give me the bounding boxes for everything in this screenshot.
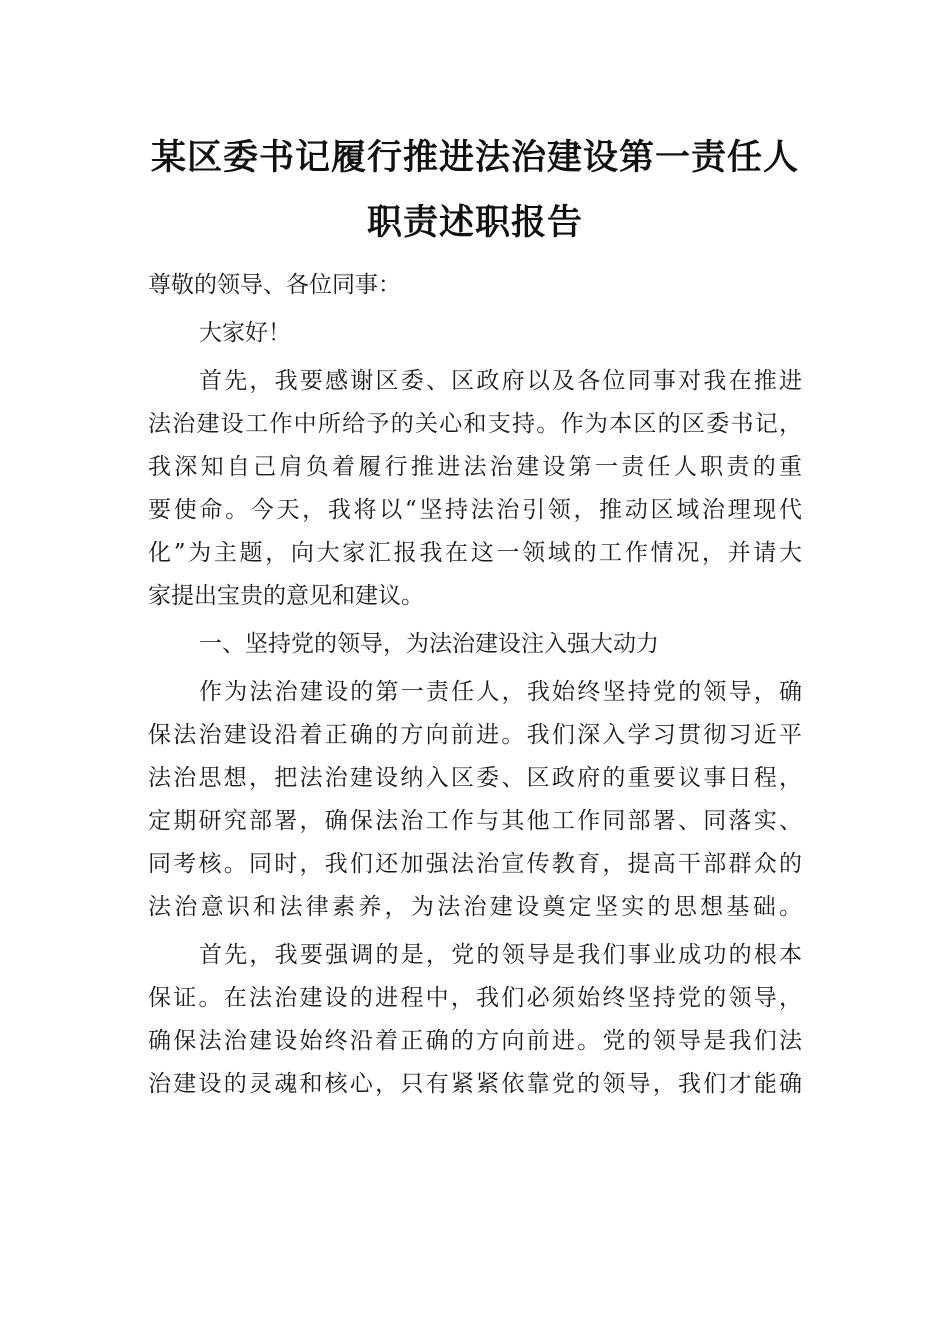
paragraph-2-line: 定期研究部署，确保法治工作与其他工作同部署、同落实、 xyxy=(148,808,802,834)
document-title-line-2: 职责述职报告 xyxy=(366,203,583,243)
paragraph-2-line: 法治思想，把法治建设纳入区委、区政府的重要议事日程， xyxy=(148,765,802,791)
salutation: 尊敬的领导、各位同事： xyxy=(148,272,401,298)
paragraph-3-line: 治建设的灵魂和核心，只有紧紧依靠党的领导，我们才能确 xyxy=(148,1071,802,1097)
paragraph-3-line: 保证。在法治建设的进程中，我们必须始终坚持党的领导， xyxy=(148,985,802,1011)
paragraph-1-line: 家提出宝贵的意见和建议。 xyxy=(148,583,424,609)
paragraph-1-line: 首先，我要感谢区委、区政府以及各位同事对我在推进 xyxy=(199,368,802,394)
paragraph-3-line: 确保法治建设始终沿着正确的方向前进。党的领导是我们法 xyxy=(148,1028,802,1054)
document-title-line-1: 某区委书记履行推进法治建设第一责任人 xyxy=(150,138,799,178)
paragraph-2-line: 法治意识和法律素养，为法治建设奠定坚实的思想基础。 xyxy=(148,894,802,920)
paragraph-1-line: 法治建设工作中所给予的关心和支持。作为本区的区委书记， xyxy=(148,411,802,437)
paragraph-2-line: 保法治建设沿着正确的方向前进。我们深入学习贯彻习近平 xyxy=(148,722,802,748)
paragraph-2-line: 作为法治建设的第一责任人，我始终坚持党的领导，确 xyxy=(199,679,802,705)
section-1-heading: 一、坚持党的领导，为法治建设注入强大动力 xyxy=(199,631,659,657)
paragraph-3-line: 首先，我要强调的是，党的领导是我们事业成功的根本 xyxy=(199,942,802,968)
paragraph-1-line: 要使命。今天，我将以“坚持法治引领，推动区域治理现代 xyxy=(148,497,802,523)
greeting: 大家好！ xyxy=(199,320,291,346)
paragraph-1-line: 我深知自己肩负着履行推进法治建设第一责任人职责的重 xyxy=(148,454,802,480)
paragraph-2-line: 同考核。同时，我们还加强法治宣传教育，提高干部群众的 xyxy=(148,851,802,877)
paragraph-1-line: 化”为主题，向大家汇报我在这一领域的工作情况，并请大 xyxy=(148,540,802,566)
